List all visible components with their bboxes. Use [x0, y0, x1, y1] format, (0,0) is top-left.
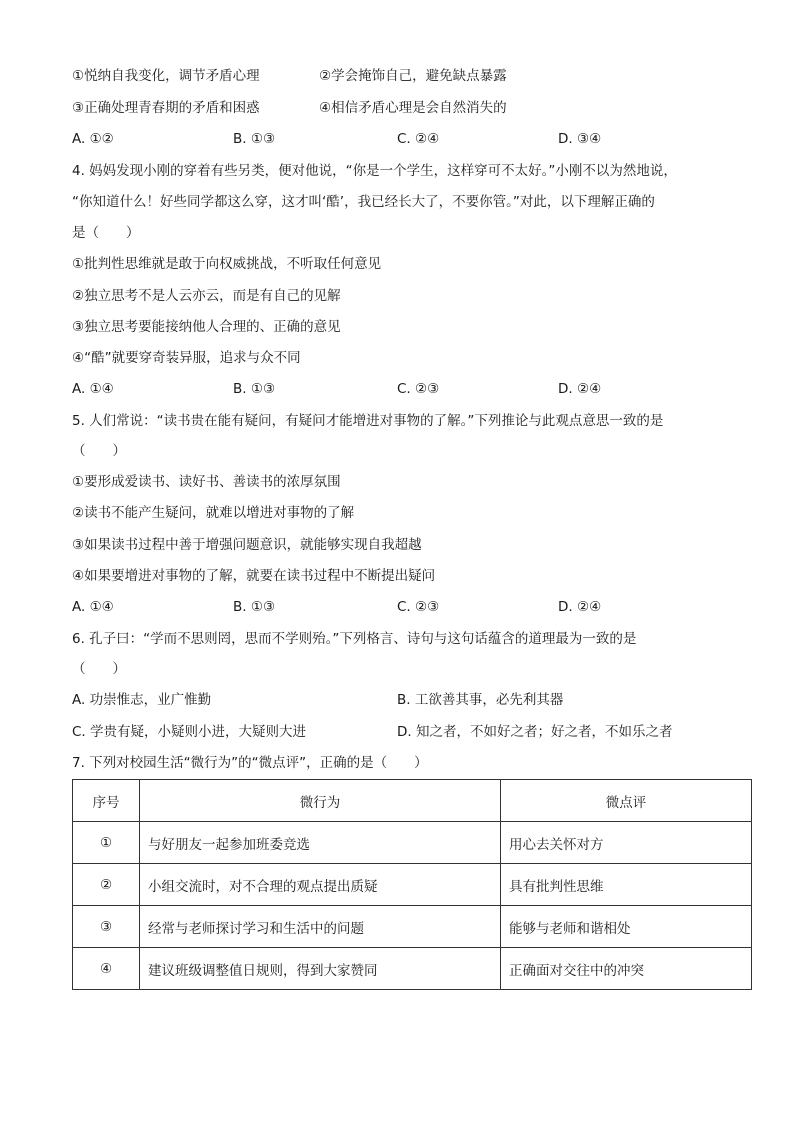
q5-option-a: A. ①④	[72, 599, 114, 615]
q5-item-2: ②读书不能产生疑问，就难以增进对事物的了解	[72, 505, 355, 521]
q3-option-c: C. ②④	[397, 131, 440, 147]
row-index: ③	[73, 906, 140, 948]
row-behavior: 建议班级调整值日规则，得到大家赞同	[140, 948, 501, 990]
table-header-row	[73, 780, 752, 822]
q6-option-b: B. 工欲善其事，必先利其器	[397, 692, 564, 708]
q5-option-d: D. ②④	[558, 599, 602, 615]
row-index: ④	[73, 948, 140, 990]
q7-table	[72, 779, 752, 990]
q6-option-c: C. 学贵有疑，小疑则小进，大疑则大进	[72, 724, 307, 740]
header-index: 序号	[73, 780, 140, 822]
q6-option-d: D. 知之者，不如好之者；好之者，不如乐之者	[397, 724, 673, 740]
q4-item-4: ④“酷”就要穿奇装异服，追求与众不同	[72, 350, 301, 366]
q5-option-b: B. ①③	[233, 599, 276, 615]
q6-stem-line2: （ ）	[72, 661, 126, 677]
row-comment: 正确面对交往中的冲突	[501, 948, 752, 990]
q3-option-b: B. ①③	[233, 131, 276, 147]
q4-item-2: ②独立思考不是人云亦云，而是有自己的见解	[72, 288, 341, 304]
table-row	[73, 948, 752, 990]
q4-option-d: D. ②④	[558, 381, 602, 397]
header-comment: 微点评	[501, 780, 752, 822]
q4-stem-line3: 是（ ）	[72, 225, 140, 241]
row-behavior: 经常与老师探讨学习和生活中的问题	[140, 906, 501, 948]
q4-stem-line2: “你知道什么！好些同学都这么穿，这才叫‘酷’，我已经长大了，不要你管。”对此，以下理解正确的	[72, 194, 655, 210]
q5-item-4: ④如果要增进对事物的了解，就要在读书过程中不断提出疑问	[72, 568, 436, 584]
q4-item-3: ③独立思考要能接纳他人合理的、正确的意见	[72, 319, 341, 335]
q6-option-a: A. 功崇惟志，业广惟勤	[72, 692, 212, 708]
row-comment: 能够与老师和谐相处	[501, 906, 752, 948]
q4-option-b: B. ①③	[233, 381, 276, 397]
table-row	[73, 864, 752, 906]
row-behavior: 小组交流时，对不合理的观点提出质疑	[140, 864, 501, 906]
q4-stem-line1: 4. 妈妈发现小刚的穿着有些另类，便对他说，“你是一个学生，这样穿可不太好。”小刚不以为然地说，	[72, 163, 677, 179]
q6-stem-line1: 6. 孔子曰：“学而不思则罔，思而不学则殆。”下列格言、诗句与这句话蕴含的道理最为一致的是	[72, 631, 637, 647]
q4-option-a: A. ①④	[72, 381, 114, 397]
q3-option-d: D. ③④	[558, 131, 602, 147]
q4-item-1: ①批判性思维就是敢于向权威挑战，不听取任何意见	[72, 256, 382, 272]
q3-option-a: A. ①②	[72, 131, 114, 147]
item-3: ③正确处理青春期的矛盾和困惑	[72, 100, 260, 116]
q7-stem: 7. 下列对校园生活“微行为”的“微点评”，正确的是（ ）	[72, 755, 428, 771]
row-index: ①	[73, 822, 140, 864]
q5-option-c: C. ②③	[397, 599, 440, 615]
row-comment: 具有批判性思维	[501, 864, 752, 906]
header-behavior: 微行为	[140, 780, 501, 822]
q4-option-c: C. ②③	[397, 381, 440, 397]
row-index: ②	[73, 864, 140, 906]
q5-stem-line1: 5. 人们常说：“读书贵在能有疑问，有疑问才能增进对事物的了解。”下列推论与此观点意思一致的是	[72, 413, 664, 429]
item-2: ②学会掩饰自己，避免缺点暴露	[319, 68, 507, 84]
table-row	[73, 906, 752, 948]
item-4: ④相信矛盾心理是会自然消失的	[319, 100, 507, 116]
item-1: ①悦纳自我变化，调节矛盾心理	[72, 68, 260, 84]
table-row	[73, 822, 752, 864]
q5-item-1: ①要形成爱读书、读好书、善读书的浓厚氛围	[72, 474, 341, 490]
row-comment: 用心去关怀对方	[501, 822, 752, 864]
q5-stem-line2: （ ）	[72, 443, 126, 459]
q5-item-3: ③如果读书过程中善于增强问题意识，就能够实现自我超越	[72, 537, 422, 553]
row-behavior: 与好朋友一起参加班委竞选	[140, 822, 501, 864]
